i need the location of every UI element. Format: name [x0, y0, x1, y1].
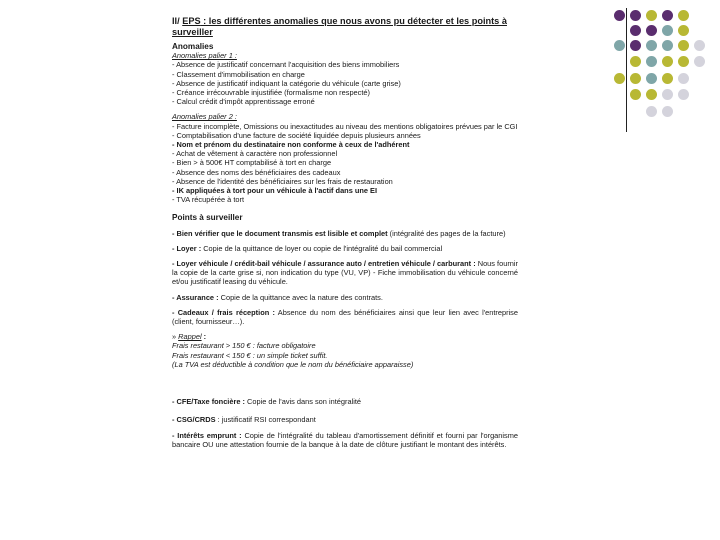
list-item: - Classement d'immobilisation en charge: [172, 69, 305, 79]
list-item: - Absence de justificatif concernant l'acquisition des biens immobiliers: [172, 60, 400, 70]
dot-teal: [662, 40, 673, 51]
dot-purple: [614, 10, 625, 21]
list-item: - Absence des noms des bénéficiaires des cadeaux: [172, 167, 341, 177]
point-interets: - Intérêts emprunt : Copie de l'intégralité du tableau d'amortissement définitif et fourni par l'organisme bancaire OU une attestation fournie de la banque à la date de clôture justifiant le montant des intérêts.: [172, 430, 519, 449]
dot-purple: [662, 10, 673, 21]
dot-olive: [662, 56, 673, 67]
dot-teal: [646, 40, 657, 51]
palier1-label: Anomalies palier 1 :: [172, 51, 237, 61]
dot-olive: [630, 56, 641, 67]
dot-olive: [678, 56, 689, 67]
dot-grey: [662, 106, 673, 117]
list-item: - IK appliquées à tort pour un véhicule à l'actif dans une EI: [172, 186, 378, 196]
list-item: - Nom et prénom du destinataire non conforme à ceux de l'adhérent: [172, 140, 410, 150]
dot-purple: [630, 10, 641, 21]
dot-teal: [662, 25, 673, 36]
list-item: - Créance irrécouvrable injustifiée (formalisme non respecté): [172, 88, 370, 98]
dot-olive: [646, 10, 657, 21]
dot-olive: [678, 40, 689, 51]
dot-grey: [678, 89, 689, 100]
dot-olive: [662, 73, 673, 84]
list-item: - TVA récupérée à tort: [172, 195, 245, 205]
point-cfe: - CFE/Taxe foncière : Copie de l'avis dans son intégralité: [172, 397, 362, 407]
dot-grey: [678, 73, 689, 84]
dot-grey: [662, 89, 673, 100]
dot-olive: [646, 89, 657, 100]
dot-teal: [646, 73, 657, 84]
document-page: [172, 16, 518, 449]
decorative-divider: [626, 8, 627, 132]
dot-grey: [646, 106, 657, 117]
page-title: II/ EPS : les différentes anomalies que nous avons pu détecter et les points à surveiller: [172, 16, 507, 37]
list-item: - Bien > à 500€ HT comptabilisé à tort en charge: [172, 158, 332, 168]
rappel-title: » Rappel :: [172, 332, 207, 342]
rappel-line: Frais restaurant < 150 € : un simple ticket suffit.: [172, 350, 328, 360]
point-bien-verifier: - Bien vérifier que le document transmis est lisible et complet (intégralité des pages de la facture): [172, 228, 506, 238]
dot-teal: [646, 56, 657, 67]
dot-olive: [630, 89, 641, 100]
dot-grey: [694, 56, 705, 67]
dot-purple: [646, 25, 657, 36]
list-item: - Comptabilisation d'une facture de société liquidée depuis plusieurs années: [172, 130, 421, 140]
list-item: - Absence de justificatif indiquant la catégorie du véhicule (carte grise): [172, 78, 401, 88]
dot-olive: [678, 25, 689, 36]
list-item: - Absence de l'identité des bénéficiaires sur les frais de restauration: [172, 176, 393, 186]
eps-label: EPS: [182, 16, 201, 26]
rappel-line: Frais restaurant > 150 € : facture obligatoire: [172, 341, 316, 351]
list-item: - Calcul crédit d'impôt apprentissage erroné: [172, 97, 315, 107]
dot-purple: [630, 40, 641, 51]
dot-olive: [630, 73, 641, 84]
list-item: - Facture incomplète, Omissions ou inexactitudes au niveau des mentions obligatoires prévues par le CGI: [172, 121, 518, 131]
palier2-label: Anomalies palier 2 :: [172, 112, 237, 122]
dot-grey: [694, 40, 705, 51]
dot-olive: [678, 10, 689, 21]
point-csg: - CSG/CRDS : justificatif RSI correspondant: [172, 415, 316, 425]
point-cadeaux: - Cadeaux / frais réception : Absence du nom des bénéficiaires ainsi que leur lien avec l'entreprise (client, fournisseur…).: [172, 307, 518, 327]
point-loyer: - Loyer : Copie de la quittance de loyer ou copie de l'intégralité du bail commercial: [172, 243, 443, 253]
point-assurance: - Assurance : Copie de la quittance avec la nature des contrats.: [172, 292, 383, 302]
dot-teal: [614, 40, 625, 51]
list-item: - Achat de vêtement à caractère non professionnel: [172, 149, 338, 159]
point-loyer-vehicule: - Loyer véhicule / crédit-bail véhicule / assurance auto / entretien véhicule / carburant : Nous fournir la copie de la carte grise si, non indication du type (VU, VP) - Fiche immobilisation du véhicule concerné et/ou justificatif leasing du véhicule.: [172, 259, 518, 287]
points-heading: Points à surveiller: [172, 213, 243, 223]
rappel-line: (La TVA est déductible à condition que le nom du bénéficiaire apparaisse): [172, 359, 414, 369]
anomalies-heading: Anomalies: [172, 42, 214, 51]
dot-purple: [630, 25, 641, 36]
dot-olive: [614, 73, 625, 84]
